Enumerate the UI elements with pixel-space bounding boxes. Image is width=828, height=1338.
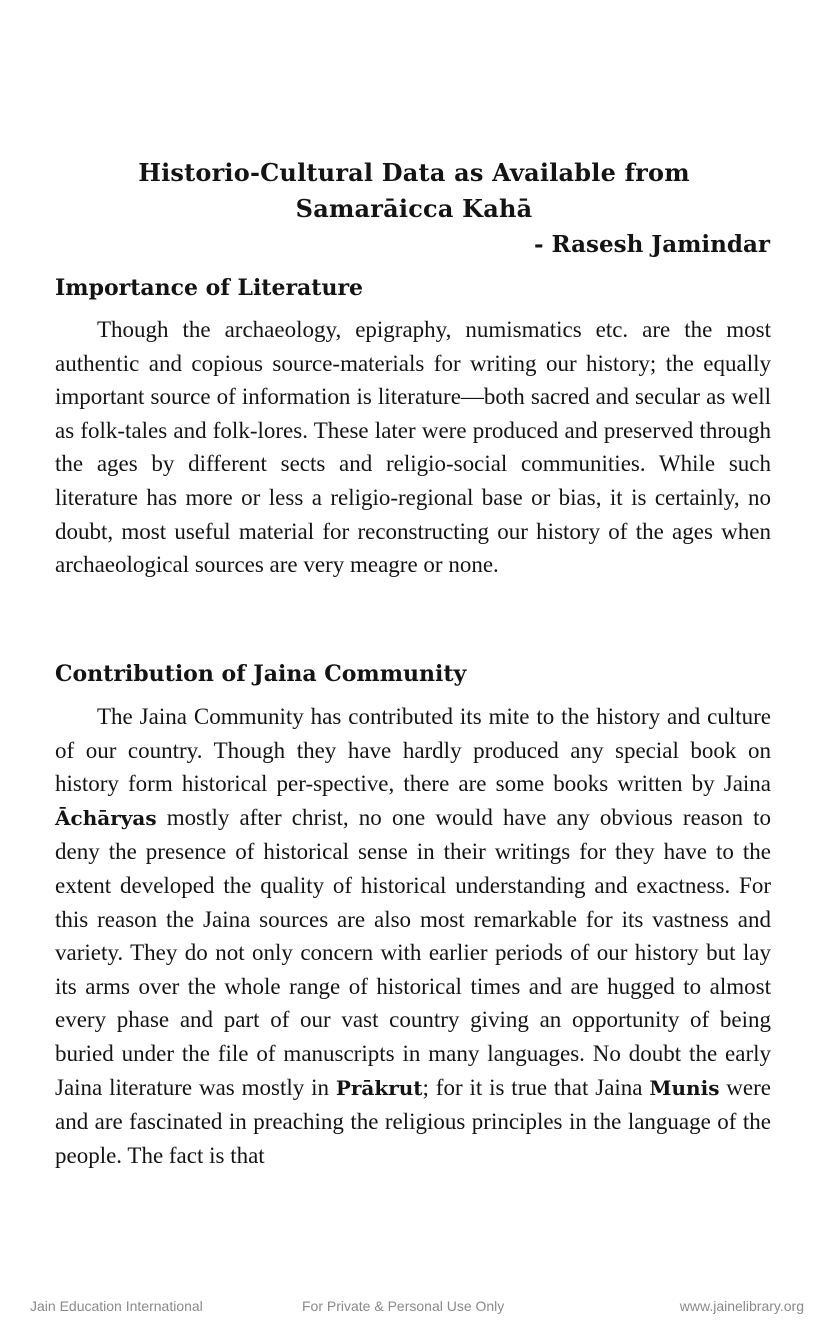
footer-website: www.jainelibrary.org bbox=[679, 1298, 804, 1314]
section-heading-contribution: Contribution of Jaina Community bbox=[55, 661, 467, 687]
paragraph-text-a: The Jaina Community has contributed its mite to the history and culture of our country. Though they have hardly produced any special book on history form historical per-spective, there are some books written by Jaina bbox=[55, 704, 771, 797]
footer-usage-note: For Private & Personal Use Only bbox=[302, 1298, 505, 1314]
paragraph-text-d: were and are fascinated in preaching the religious principles in the language of the people. The fact is that bbox=[55, 1074, 771, 1168]
term-prakrut: Prākrut bbox=[335, 1075, 423, 1100]
term-acharyas: Āchāryas bbox=[55, 805, 157, 830]
article-title-line-1: Historio-Cultural Data as Available from bbox=[138, 158, 690, 187]
paragraph-text-c: ; for it is true that Jaina bbox=[422, 1074, 650, 1100]
paragraph-text-b: mostly after christ, no one would have any obvious reason to deny the presence of historical sense in their writings for they have to the extent developed the quality of historical understanding and exactness. For this reason the Jaina sources are also most remarkable for its vastness and variety. They do not only concern with earlier periods of our history but lay its arms over the whole range of historical times and are hugged to almost every phase and part of our vast country giving an opportunity of being buried under the file of manuscripts in many languages. No doubt the early Jaina literature was mostly in bbox=[55, 804, 771, 1100]
section-heading-importance: Importance of Literature bbox=[55, 275, 364, 301]
paragraph-importance: Though the archaeology, epigraphy, numismatics etc. are the most authentic and copious source-materials for writing our history; the equally important source of information is literature—both sacred and secular as well as folk-tales and folk-lores. These later were produced and preserved through the ages by different sects and religio-social communities. While such literature has more or less a religio-regional base or bias, it is certainly, no doubt, most useful material for reconstructing our history of the ages when archaeological sources are very meagre or none. bbox=[55, 317, 771, 578]
paragraph-contribution bbox=[55, 700, 771, 1172]
author-name: - Rasesh Jamindar bbox=[533, 231, 770, 258]
article-title-line-2: Samarāicca Kahā bbox=[295, 194, 533, 223]
footer-publisher: Jain Education International bbox=[30, 1298, 203, 1314]
term-munis: Munis bbox=[649, 1075, 720, 1100]
